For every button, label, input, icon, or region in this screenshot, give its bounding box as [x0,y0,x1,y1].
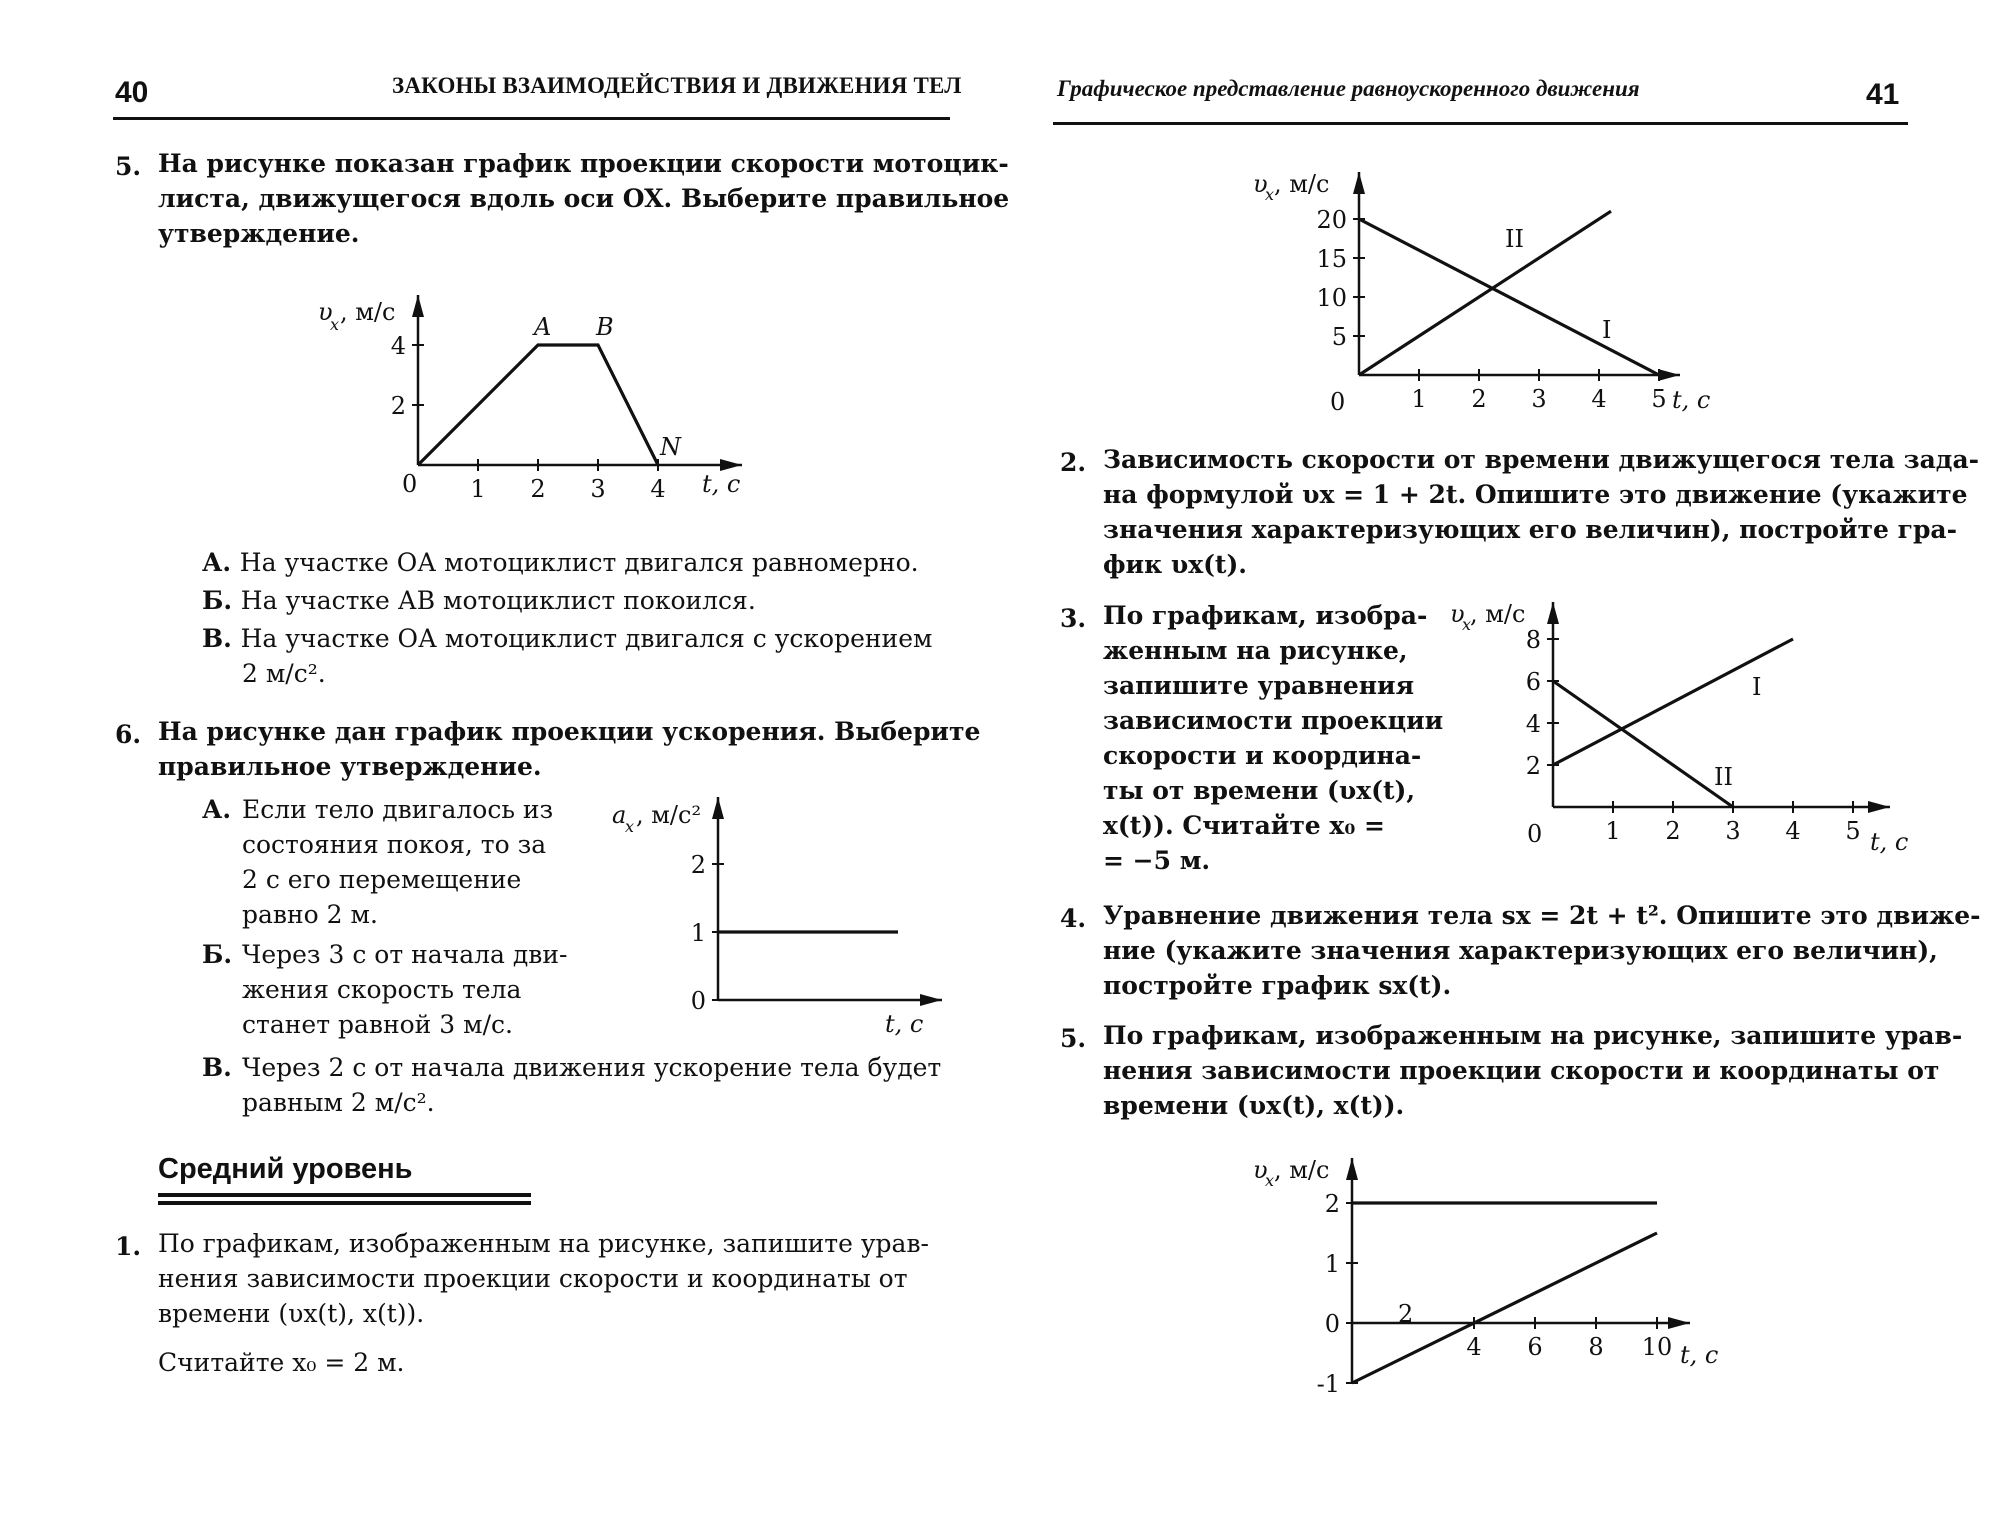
option-line: Через 3 с от начала дви- [242,940,568,969]
line-I-label: I [1752,673,1762,701]
task6-line: На рисунке дан график проекции ускорения. Выберите [158,717,981,746]
origin-label: 0 [402,470,418,498]
y-axis-arrow [1346,1158,1358,1180]
option-line: 2 с его перемещение [242,865,522,894]
y-axis-subscript: x [625,817,635,836]
y-axis-unit: , м/с [1470,600,1526,628]
y-tick-label: 20 [1316,206,1347,234]
y-axis-unit: , м/с [340,298,396,326]
option-line: состояния покоя, то за [242,830,547,859]
y-tick-label: 2 [690,851,706,879]
y-axis-subscript: x [1265,1171,1275,1190]
y-axis-unit: , м/с [1274,1156,1330,1184]
option-line: Если тело двигалось из [242,795,554,824]
mid1-note: Считайте x₀ = 2 м. [158,1348,405,1377]
option-letter: А. [202,548,232,577]
task5-option-c-cont: 2 м/с². [242,659,326,688]
option-letter: Б. [202,940,233,969]
y-tick-label: 0 [1324,1310,1340,1338]
left-page-number: 40 [115,76,149,109]
x-axis-arrow [1668,1317,1690,1329]
y-tick-label: 1 [1324,1250,1340,1278]
y-tick-label: -1 [1316,1370,1340,1398]
x-tick-label: 1 [1605,817,1621,845]
r-task5-line: По графикам, изображенным на рисунке, запишите урав- [1103,1021,1963,1050]
x-tick-label: 2 [530,475,546,503]
task5-number: 5. [115,152,142,181]
r-task4-line: ние (укажите значения характеризующих его величин), [1103,936,1938,965]
x-tick-label: 8 [1588,1333,1604,1361]
x-tick-label: 4 [1785,817,1801,845]
r-task4-line: постройте график sx(t). [1103,971,1452,1000]
r-task3-line: зависимости проекции [1103,706,1444,735]
origin-label: 0 [1527,820,1543,848]
y-tick-label: 1 [690,919,706,947]
x-tick-label: 4 [1591,385,1607,413]
mid1-number: 1. [115,1232,142,1261]
option-text: На участке ОА мотоциклист двигался с ускорением [240,624,933,653]
task6-line: правильное утверждение. [158,752,542,781]
option-text: На участке АВ мотоциклист покоился. [240,586,756,615]
r-task3-line: По графикам, изобра- [1103,601,1428,630]
r-task4-number: 4. [1060,904,1087,933]
r-task5-line: нения зависимости проекции скорости и координаты от [1103,1056,1940,1085]
y-tick-label: 6 [1525,668,1541,696]
option-letter: В. [202,1053,232,1082]
x-tick-label: 1 [1411,385,1427,413]
r-task2-line: на формулой υx = 1 + 2t. Опишите это движение (укажите [1103,480,1968,509]
y-tick-label: 0 [690,987,706,1015]
r-task5-line: времени (υx(t), x(t)). [1103,1091,1405,1120]
line-II-label: II [1714,763,1733,791]
x-tick-label: 1 [470,475,486,503]
r-task4-line: Уравнение движения тела sx = 2t + t². Опишите это движе- [1103,901,1981,930]
option-line: Через 2 с от начала движения ускорение тела будет [242,1053,942,1082]
r-task2-line: значения характеризующих его величин), постройте гра- [1103,515,1958,544]
x-tick-label: 5 [1651,385,1667,413]
y-tick-label: 2 [1525,752,1541,780]
y-tick-label: 15 [1316,245,1347,273]
left-running-head: ЗАКОНЫ ВЗАИМОДЕЙСТВИЯ И ДВИЖЕНИЯ ТЕЛ [392,73,962,98]
option-text: На участке ОА мотоциклист двигался равномерно. [239,548,919,577]
task5-line: На рисунке показан график проекции скорости мотоцик- [158,149,1009,178]
y-tick-label: 4 [1525,710,1541,738]
task5-line: утверждение. [158,219,360,248]
option-line: жения скорость тела [242,975,522,1004]
x-axis-label: t, c [1870,828,1909,856]
r-task5-number: 5. [1060,1024,1087,1053]
line-II-label: II [1505,225,1524,253]
r-task3-line: запишите уравнения [1103,671,1415,700]
y-tick-label: 5 [1331,323,1347,351]
option-line: равно 2 м. [242,900,378,929]
mid1-line: нения зависимости проекции скорости и координаты от [158,1264,908,1293]
x-tick-label: 4 [650,475,666,503]
mid1-line: По графикам, изображенным на рисунке, запишите урав- [158,1229,929,1258]
option-line: равным 2 м/с². [242,1088,435,1117]
r-task3-line: = −5 м. [1103,846,1211,875]
line-I-label: I [1602,316,1612,344]
y-tick-label: 8 [1525,626,1541,654]
r-task3-line: скорости и координа- [1103,741,1422,770]
y-axis-symbol: a [612,801,627,829]
x-axis-label: t, c [885,1010,924,1038]
option-letter: Б. [202,586,233,615]
task6-number: 6. [115,720,142,749]
point-A-label: A [534,313,552,341]
x-tick-label: 5 [1845,817,1861,845]
origin-label: 0 [1330,388,1346,416]
x-tick-label: 4 [1466,1333,1482,1361]
option-letter: А. [202,795,232,824]
x-axis-label: t, c [1680,1341,1719,1369]
x-tick-label: 2 [1471,385,1487,413]
task5-line: листа, движущегося вдоль оси OX. Выберите правильное [158,184,1010,213]
x-tick-label: 2 [1665,817,1681,845]
point-N-label: N [660,433,681,461]
y-axis-symbol: υ [1253,1156,1268,1184]
y-axis-unit: , м/с [1274,170,1330,198]
right-running-head: Графическое представление равноускоренного движения [1057,76,1640,101]
y-axis-symbol: υ [1450,600,1465,628]
y-tick-label: 2 [1324,1190,1340,1218]
y-axis-symbol: υ [1253,170,1268,198]
point-B-label: B [596,313,614,341]
y-axis-subscript: x [330,315,340,334]
r-task2-number: 2. [1060,448,1087,477]
x-tick-label: 3 [590,475,606,503]
r-task2-line: Зависимость скорости от времени движущегося тела зада- [1103,445,1980,474]
x-axis-label: t, c [1672,386,1711,414]
y-axis-symbol: υ [318,298,333,326]
y-tick-label: 2 [390,392,406,420]
r-task2-line: фик υx(t). [1103,550,1248,579]
r-task3-line: x(t)). Считайте x₀ = [1103,811,1385,840]
option-line: станет равной 3 м/с. [242,1010,513,1039]
option-letter: В. [202,624,232,653]
mark-2-label: 2 [1398,1300,1414,1328]
x-tick-label: 6 [1527,1333,1543,1361]
section-title: Средний уровень [158,1153,413,1185]
x-axis-label: t, c [702,470,741,498]
r-task3-line: женным на рисунке, [1103,636,1408,665]
x-tick-label: 3 [1725,817,1741,845]
right-page-number: 41 [1866,78,1900,111]
r-task3-line: ты от времени (υx(t), [1103,776,1416,805]
y-tick-label: 10 [1316,284,1347,312]
mid1-line: времени (υx(t), x(t)). [158,1299,425,1328]
y-axis-subscript: x [1462,615,1472,634]
y-tick-label: 4 [390,332,406,360]
y-axis-subscript: x [1265,185,1275,204]
x-tick-label: 3 [1531,385,1547,413]
x-tick-label: 10 [1641,1333,1673,1361]
r-task3-number: 3. [1060,604,1087,633]
y-axis-unit: , м/с² [636,801,702,829]
